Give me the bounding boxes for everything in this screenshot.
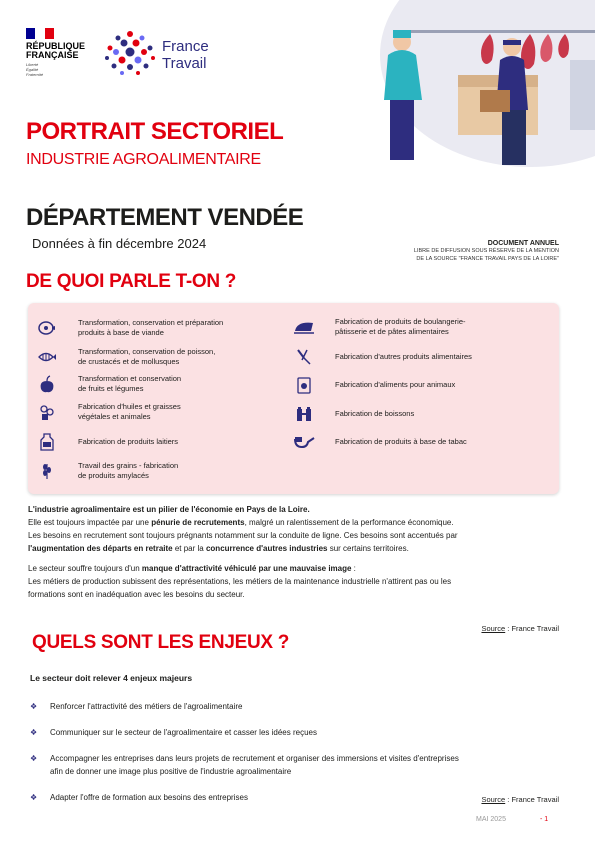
hero-illustration xyxy=(380,0,595,168)
pipe-icon xyxy=(293,431,315,453)
bold-text: pénurie de recrutements xyxy=(151,518,245,527)
diamond-bullet-icon: ❖ xyxy=(30,702,38,711)
motto-line: Égalité xyxy=(26,67,39,72)
context-line: Les besoins en recrutement sont toujours prégnants notamment sur la conduite de ligne. Ces besoins sont accentués par xyxy=(28,531,458,540)
text: , malgré un ralentissement de la performance économique. xyxy=(244,518,454,527)
meat-icon xyxy=(36,317,58,339)
republique-line-2: FRANÇAISE xyxy=(26,50,79,60)
list-item xyxy=(30,752,560,778)
page-number: - 1 xyxy=(539,816,549,823)
activity-item xyxy=(293,374,455,396)
activity-label xyxy=(78,461,178,481)
challenge-text xyxy=(50,726,317,739)
activity-label xyxy=(78,402,181,422)
label-line: Fabrication d'aliments pour animaux xyxy=(335,380,456,389)
context-line xyxy=(28,516,563,529)
fruit-icon xyxy=(36,373,58,395)
label-line: Fabrication de produits de boulangerie- xyxy=(335,317,466,326)
france-travail-logo xyxy=(104,30,234,78)
label-line: Transformation, conservation et préparation xyxy=(78,318,224,327)
label-line: Fabrication d'huiles et graisses xyxy=(78,402,181,411)
label-line: Fabrication de boissons xyxy=(335,409,415,418)
text-line: Renforcer l'attractivité des métiers de l'agroalimentaire xyxy=(50,702,243,711)
food-icon xyxy=(293,346,315,368)
butcher-scene-icon xyxy=(380,0,595,168)
label-line: produits à base de viande xyxy=(78,328,164,337)
section-title-activities: DE QUOI PARLE T-ON ? xyxy=(26,271,237,292)
context-line xyxy=(28,503,563,516)
challenges-lead: Le secteur doit relever 4 enjeux majeurs xyxy=(30,673,193,683)
republique-line-1: RÉPUBLIQUE xyxy=(26,41,86,51)
activity-item xyxy=(36,346,215,368)
bold-text: concurrence d'autres industries xyxy=(205,544,328,553)
text: Elle est toujours impactée par une xyxy=(28,518,152,527)
brand-line: Travail xyxy=(162,55,207,72)
text-line: Communiquer sur le secteur de l'agroalimentaire et casser les idées reçues xyxy=(50,728,317,737)
motto-line: Fraternité xyxy=(26,72,44,77)
label-line: pâtisserie et de pâtes alimentaires xyxy=(335,327,449,336)
source-value: : France Travail xyxy=(505,624,559,633)
activity-item xyxy=(36,460,178,482)
activity-label xyxy=(335,409,414,419)
source-label: Source xyxy=(481,795,506,804)
activity-item xyxy=(36,373,181,395)
text-line: Adapter l'offre de formation aux besoins des entreprises xyxy=(50,793,248,802)
activity-label xyxy=(78,374,181,394)
diamond-bullet-icon: ❖ xyxy=(30,728,38,737)
document-type: DOCUMENT ANNUEL xyxy=(487,240,559,247)
source-label: Source xyxy=(481,624,506,633)
label-line: Travail des grains - fabrication xyxy=(78,461,179,470)
label-line: Transformation, conservation de poisson, xyxy=(78,347,216,356)
motto-line: Liberté xyxy=(26,62,39,67)
source-note xyxy=(481,624,559,633)
activity-item xyxy=(293,346,472,368)
france-travail-wordmark xyxy=(162,38,209,72)
text: sur certains territoires. xyxy=(327,544,409,553)
document-license: DE LA SOURCE "FRANCE TRAVAIL PAYS DE LA LOIRE" xyxy=(416,256,559,262)
context-line: Les métiers de production subissent des représentations, les métiers de la maintenance industrielle n'attirent pas ou les xyxy=(28,577,452,586)
activity-label xyxy=(78,347,215,367)
label-line: de crustacés et de mollusques xyxy=(78,357,180,366)
bread-icon xyxy=(293,316,315,338)
section-title-challenges: QUELS SONT LES ENJEUX ? xyxy=(32,632,290,653)
fish-icon xyxy=(36,346,58,368)
label-line: Transformation et conservation xyxy=(78,374,182,383)
document-license: LIBRE DE DIFFUSION SOUS RÉSERVE DE LA MENTION xyxy=(413,248,559,254)
activity-label xyxy=(335,380,455,390)
data-date: Données à fin décembre 2024 xyxy=(32,236,207,251)
activity-item xyxy=(36,431,178,453)
challenge-text xyxy=(50,791,248,804)
motto xyxy=(26,62,96,77)
text: : xyxy=(351,564,356,573)
text-line: Accompagner les entreprises dans leurs projets de recrutement et organiser des immersions et visites d'entreprises xyxy=(50,754,459,763)
challenge-text xyxy=(50,700,242,713)
page-title: PORTRAIT SECTORIEL xyxy=(26,118,284,145)
context-line xyxy=(28,542,563,555)
header-logos xyxy=(26,28,236,88)
text: et par la xyxy=(172,544,206,553)
label-line: Fabrication de produits laitiers xyxy=(78,437,179,446)
bold-text: l'augmentation des départs en retraite xyxy=(28,544,173,553)
activity-item xyxy=(36,317,223,339)
drink-icon xyxy=(293,403,315,425)
animal-food-icon xyxy=(293,374,315,396)
page-footer xyxy=(476,816,548,823)
bold-text: L'industrie agroalimentaire est un pilier de l'économie en Pays de la Loire. xyxy=(28,505,310,514)
context-text xyxy=(28,503,563,601)
diamond-bullet-icon: ❖ xyxy=(30,754,38,763)
grain-icon xyxy=(36,460,58,482)
oil-icon xyxy=(36,401,58,423)
activities-panel xyxy=(28,303,559,494)
label-line: Fabrication de produits à base de tabac xyxy=(335,437,467,446)
source-value: : France Travail xyxy=(505,795,559,804)
challenges-list xyxy=(30,700,560,804)
context-line xyxy=(28,562,563,575)
list-item xyxy=(30,726,560,739)
activity-label xyxy=(335,317,466,337)
footer-date: MAI 2025 xyxy=(476,816,506,823)
activity-item xyxy=(293,316,466,338)
page-subtitle: INDUSTRIE AGROALIMENTAIRE xyxy=(26,151,261,168)
department-title: DÉPARTEMENT VENDÉE xyxy=(26,204,304,231)
text-line: afin de donner une image plus positive de l'industrie agroalimentaire xyxy=(50,767,292,776)
bold-text: manque d'attractivité véhiculé par une mauvaise image xyxy=(141,564,352,573)
milk-icon xyxy=(36,431,58,453)
diamond-bullet-icon: ❖ xyxy=(30,793,38,802)
france-travail-dots-icon xyxy=(104,30,156,78)
activity-item xyxy=(36,401,181,423)
republique-francaise-logo xyxy=(26,28,96,77)
activity-label xyxy=(78,437,178,447)
label-line: de produits amylacés xyxy=(78,471,149,480)
text: Le secteur souffre toujours d'un xyxy=(28,564,142,573)
activity-label xyxy=(335,437,467,447)
source-note xyxy=(481,795,559,804)
activity-item xyxy=(293,431,467,453)
label-line: Fabrication d'autres produits alimentaires xyxy=(335,352,472,361)
challenge-text xyxy=(50,752,459,778)
activity-label xyxy=(335,352,472,362)
list-item xyxy=(30,700,560,713)
label-line: de fruits et légumes xyxy=(78,384,144,393)
label-line: végétales et animales xyxy=(78,412,151,421)
activity-label xyxy=(78,318,223,338)
activity-item xyxy=(293,403,414,425)
brand-line: France xyxy=(162,38,209,55)
context-line: formations sont en inadéquation avec les besoins du secteur. xyxy=(28,590,245,599)
document-note xyxy=(319,240,559,263)
flag-icon xyxy=(26,28,54,39)
